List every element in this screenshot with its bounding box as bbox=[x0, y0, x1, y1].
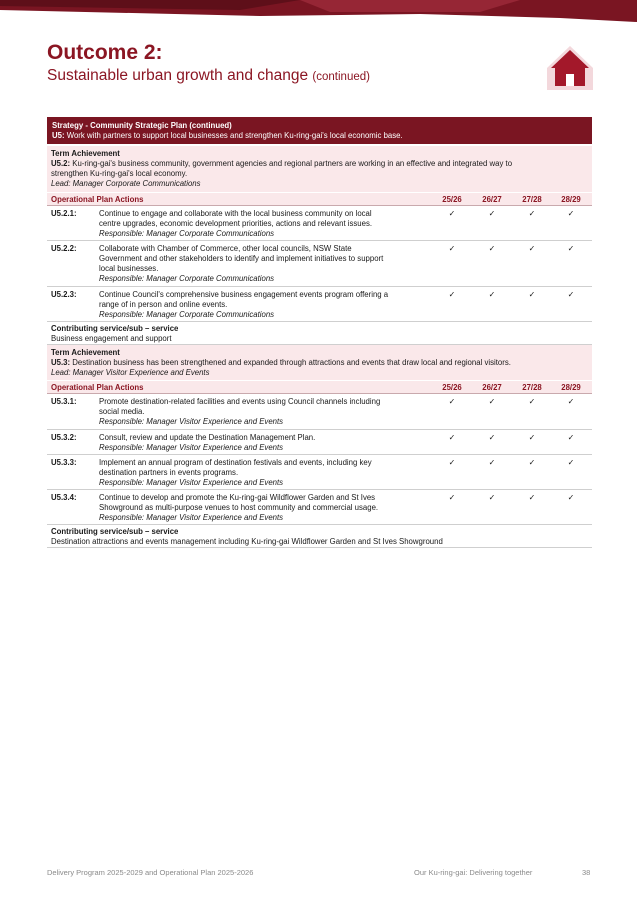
term-text-line-1: Destination business has been strengthened and expanded through attractions and events that draw local and regional visitors. bbox=[72, 358, 511, 367]
term-lead: Lead: Manager Corporate Communications bbox=[51, 179, 201, 188]
subtitle-text: Sustainable urban growth and change bbox=[47, 67, 309, 84]
action-code: U5.2.1: bbox=[51, 209, 77, 218]
year-col-28-29: 28/29 bbox=[561, 195, 581, 204]
term-code: U5.2: bbox=[51, 159, 71, 168]
footer-document-title: Delivery Program 2025-2029 and Operational Plan 2025-2026 bbox=[47, 868, 254, 877]
action-description bbox=[99, 244, 429, 284]
action-code: U5.3.3: bbox=[51, 458, 77, 467]
table-row bbox=[47, 490, 592, 525]
check-icon: ✓ bbox=[567, 433, 575, 442]
responsible-line: Responsible: Manager Corporate Communications bbox=[99, 229, 275, 238]
strategy-text-line bbox=[52, 131, 587, 141]
responsible-line: Responsible: Manager Visitor Experience and Events bbox=[99, 478, 284, 487]
check-icon: ✓ bbox=[448, 397, 456, 406]
action-code: U5.3.1: bbox=[51, 397, 77, 406]
table-row bbox=[47, 206, 592, 241]
desc-line: Promote destination-related facilities and events using Council channels including bbox=[99, 397, 381, 406]
year-col-25-26: 25/26 bbox=[442, 383, 462, 392]
year-col-25-26: 25/26 bbox=[442, 195, 462, 204]
responsible-line: Responsible: Manager Corporate Communications bbox=[99, 310, 275, 319]
action-code: U5.2.2: bbox=[51, 244, 77, 253]
responsible-line: Responsible: Manager Visitor Experience and Events bbox=[99, 513, 284, 522]
contributing-text: Destination attractions and events management including Ku-ring-gai Wildflower Garden and St Ives Showground bbox=[51, 537, 443, 546]
check-icon: ✓ bbox=[448, 209, 456, 218]
action-description bbox=[99, 397, 429, 427]
year-col-26-27: 26/27 bbox=[482, 383, 502, 392]
contributing-service-u5-3 bbox=[47, 524, 592, 548]
desc-line: Showground as multi-purpose venues to host community and commercial usage. bbox=[99, 503, 379, 512]
desc-line: centre upgrades, economic development priorities, actions and relevant issues. bbox=[99, 219, 373, 228]
strategy-text: Work with partners to support local businesses and strengthen Ku-ring-gai's local economic base. bbox=[66, 131, 403, 140]
term-text bbox=[51, 159, 588, 169]
desc-line: Collaborate with Chamber of Commerce, other local councils, NSW State bbox=[99, 244, 352, 253]
desc-line: Continue to engage and collaborate with the local business community on local bbox=[99, 209, 372, 218]
table-row bbox=[47, 287, 592, 322]
operational-plan-header bbox=[47, 193, 592, 206]
check-icon: ✓ bbox=[488, 493, 496, 502]
check-icon: ✓ bbox=[567, 290, 575, 299]
desc-line: range of in person and online events. bbox=[99, 300, 228, 309]
desc-line: local businesses. bbox=[99, 264, 159, 273]
responsible-line: Responsible: Manager Visitor Experience and Events bbox=[99, 443, 284, 452]
check-icon: ✓ bbox=[528, 290, 536, 299]
check-icon: ✓ bbox=[528, 397, 536, 406]
check-icon: ✓ bbox=[448, 433, 456, 442]
year-col-26-27: 26/27 bbox=[482, 195, 502, 204]
footer-tagline: Our Ku-ring-gai: Delivering together bbox=[414, 868, 533, 877]
term-code: U5.3: bbox=[51, 358, 71, 367]
action-description bbox=[99, 458, 429, 488]
check-icon: ✓ bbox=[448, 458, 456, 467]
check-icon: ✓ bbox=[488, 397, 496, 406]
check-icon: ✓ bbox=[528, 433, 536, 442]
table-row bbox=[47, 241, 592, 287]
operational-plan-label: Operational Plan Actions bbox=[51, 195, 144, 204]
check-icon: ✓ bbox=[567, 397, 575, 406]
check-icon: ✓ bbox=[567, 209, 575, 218]
house-icon bbox=[547, 44, 593, 90]
check-icon: ✓ bbox=[567, 244, 575, 253]
check-icon: ✓ bbox=[488, 244, 496, 253]
strategy-code: U5: bbox=[52, 131, 65, 140]
check-icon: ✓ bbox=[448, 290, 456, 299]
check-icon: ✓ bbox=[448, 493, 456, 502]
desc-line: Consult, review and update the Destination Management Plan. bbox=[99, 433, 316, 442]
strategy-heading: Strategy - Community Strategic Plan (continued) bbox=[52, 121, 232, 130]
table-row bbox=[47, 430, 592, 455]
action-description bbox=[99, 433, 429, 453]
operational-plan-label: Operational Plan Actions bbox=[51, 383, 144, 392]
term-text-line-1: Ku-ring-gai's business community, government agencies and regional partners are working in an effective and integrated way to bbox=[72, 159, 513, 168]
header-decorative-band bbox=[0, 0, 637, 30]
term-lead: Lead: Manager Visitor Experience and Events bbox=[51, 368, 210, 377]
desc-line: Implement an annual program of destination festivals and events, including key bbox=[99, 458, 372, 467]
term-achievement-u5-3 bbox=[47, 345, 592, 380]
desc-line: destination partners in events programs. bbox=[99, 468, 239, 477]
subtitle-suffix: (continued) bbox=[312, 71, 370, 83]
page-subtitle bbox=[47, 67, 370, 85]
term-text bbox=[51, 358, 588, 368]
responsible-line: Responsible: Manager Visitor Experience and Events bbox=[99, 417, 284, 426]
desc-line: Government and other stakeholders to identify and implement initiatives to support bbox=[99, 254, 384, 263]
check-icon: ✓ bbox=[488, 458, 496, 467]
check-icon: ✓ bbox=[448, 244, 456, 253]
check-icon: ✓ bbox=[488, 433, 496, 442]
year-col-28-29: 28/29 bbox=[561, 383, 581, 392]
check-icon: ✓ bbox=[488, 209, 496, 218]
term-text-line-2: strengthen Ku-ring-gai's local economy. bbox=[51, 169, 188, 178]
year-col-27-28: 27/28 bbox=[522, 195, 542, 204]
operational-plan-header bbox=[47, 381, 592, 394]
desc-line: social media. bbox=[99, 407, 145, 416]
contributing-label: Contributing service/sub – service bbox=[51, 324, 179, 333]
action-code: U5.2.3: bbox=[51, 290, 77, 299]
check-icon: ✓ bbox=[567, 493, 575, 502]
check-icon: ✓ bbox=[528, 458, 536, 467]
page-number: 38 bbox=[582, 868, 591, 877]
table-row bbox=[47, 455, 592, 490]
action-code: U5.3.2: bbox=[51, 433, 77, 442]
term-achievement-u5-2 bbox=[47, 146, 592, 192]
desc-line: Continue to develop and promote the Ku-ring-gai Wildflower Garden and St Ives bbox=[99, 493, 376, 502]
year-col-27-28: 27/28 bbox=[522, 383, 542, 392]
contributing-text: Business engagement and support bbox=[51, 334, 172, 343]
action-code: U5.3.4: bbox=[51, 493, 77, 502]
contributing-service-u5-2 bbox=[47, 321, 592, 345]
responsible-line: Responsible: Manager Corporate Communications bbox=[99, 274, 275, 283]
check-icon: ✓ bbox=[528, 209, 536, 218]
contributing-label: Contributing service/sub – service bbox=[51, 527, 179, 536]
action-description bbox=[99, 209, 429, 239]
term-label: Term Achievement bbox=[51, 348, 120, 357]
action-description bbox=[99, 290, 429, 320]
table-row bbox=[47, 394, 592, 430]
strategy-banner bbox=[47, 117, 592, 144]
check-icon: ✓ bbox=[567, 458, 575, 467]
desc-line: Continue Council's comprehensive business engagement events program offering a bbox=[99, 290, 389, 299]
term-label: Term Achievement bbox=[51, 149, 120, 158]
action-description bbox=[99, 493, 429, 523]
check-icon: ✓ bbox=[488, 290, 496, 299]
page-title: Outcome 2: bbox=[47, 41, 163, 64]
check-icon: ✓ bbox=[528, 244, 536, 253]
check-icon: ✓ bbox=[528, 493, 536, 502]
